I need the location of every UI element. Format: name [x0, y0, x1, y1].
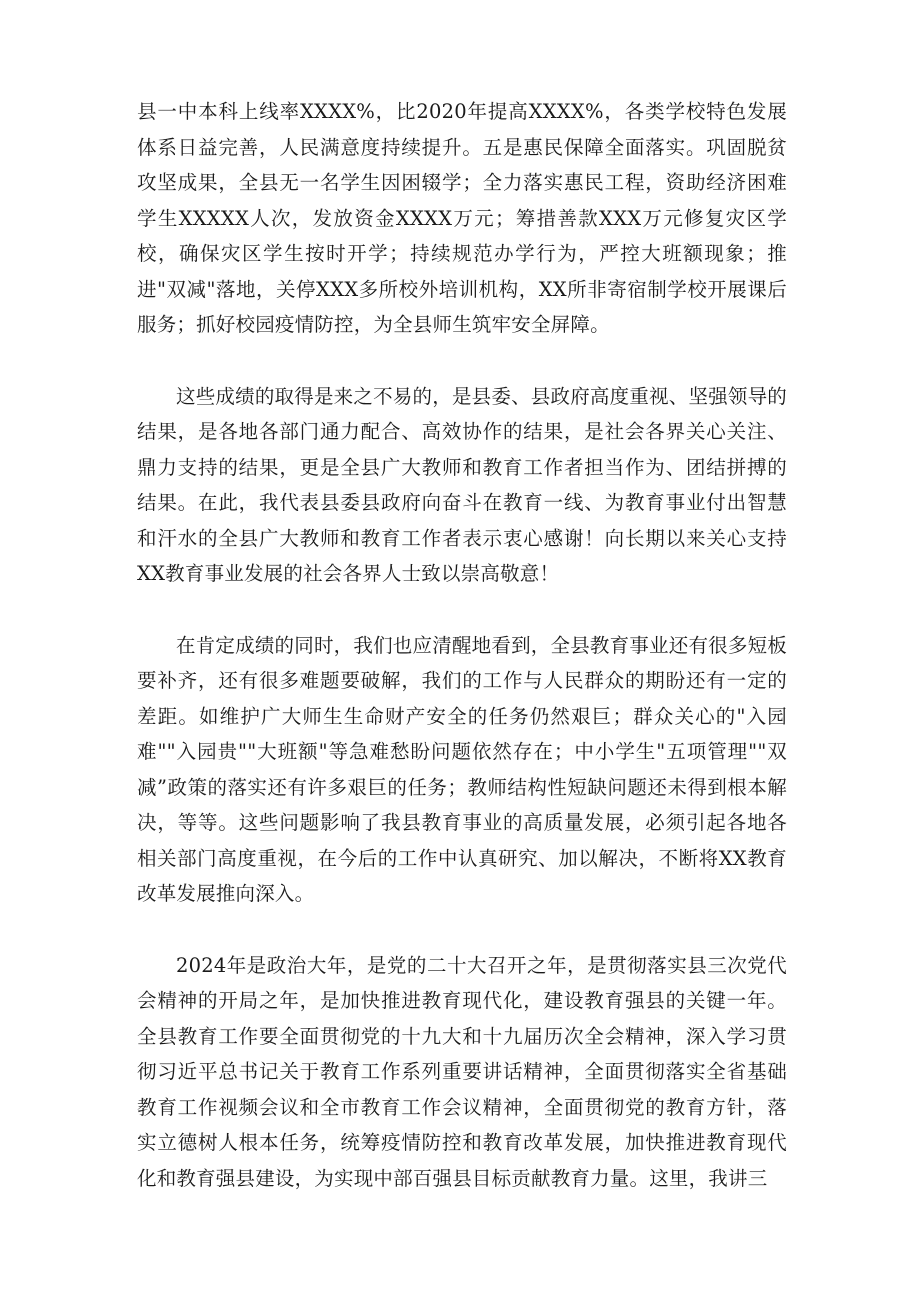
- paragraph-2024-outlook: 2024年是政治大年，是党的二十大召开之年，是贯彻落实县三次党代会精神的开局之年，是加快推进教育现代化，建设教育强县的关键一年。全县教育工作要全面贯彻党的十九大和十九届历次全会精神，深入学习贯彻习近平总书记关于教育工作系列重要讲话精神，全面贯彻落实全省基础教育工作视频会议和全市教育工作会议精神，全面贯彻党的教育方针，落实立德树人根本任务，统筹疫情防控和教育改革发展，加快推进教育现代化和教育强县建设，为实现中部百强县目标贡献教育力量。这里，我讲三: [137, 953, 787, 1190]
- paragraph-shortcomings: 在肯定成绩的同时，我们也应清醒地看到，全县教育事业还有很多短板要补齐，还有很多难题要破解，我们的工作与人民群众的期盼还有一定的差距。如维护广大师生生命财产安全的任务仍然艰巨；群众关心的"入园难""入园贵""大班额"等急难愁盼问题依然存在；中小学生"五项管理""双减”政策的落实还有许多艰巨的任务；教师结构性短缺问题还未得到根本解决，等等。这些问题影响了我县教育事业的高质量发展，必须引起各地各相关部门高度重视，在今后的工作中认真研究、加以解决，不断将XX教育改革发展推向深入。: [137, 633, 787, 905]
- document-body: [137, 94, 787, 1196]
- paragraph-acknowledgements: 这些成绩的取得是来之不易的，是县委、县政府高度重视、坚强领导的结果，是各地各部门通力配合、高效协作的结果，是社会各界关心关注、鼎力支持的结果，更是全县广大教师和教育工作者担当作为、团结拼搏的结果。在此，我代表县委县政府向奋斗在教育一线、为教育事业付出智慧和汗水的全县广大教师和教育工作者表示衷心感谢！向长期以来关心支持XX教育事业发展的社会各界人士致以崇高敬意！: [137, 384, 787, 585]
- paragraph-achievements-end: 县一中本科上线率XXXX%，比2020年提高XXXX%，各类学校特色发展体系日益完善，人民满意度持续提升。五是惠民保障全面落实。巩固脱贫攻坚成果，全县无一名学生因困辍学；全力落实惠民工程，资助经济困难学生XXXXX人次，发放资金XXXX万元；筹措善款XXX万元修复灾区学校，确保灾区学生按时开学；持续规范办学行为，严控大班额现象；推进"双减"落地，关停XXX多所校外培训机构，XX所非寄宿制学校开展课后服务；抓好校园疫情防控，为全县师生筑牢安全屏障。: [137, 100, 787, 336]
